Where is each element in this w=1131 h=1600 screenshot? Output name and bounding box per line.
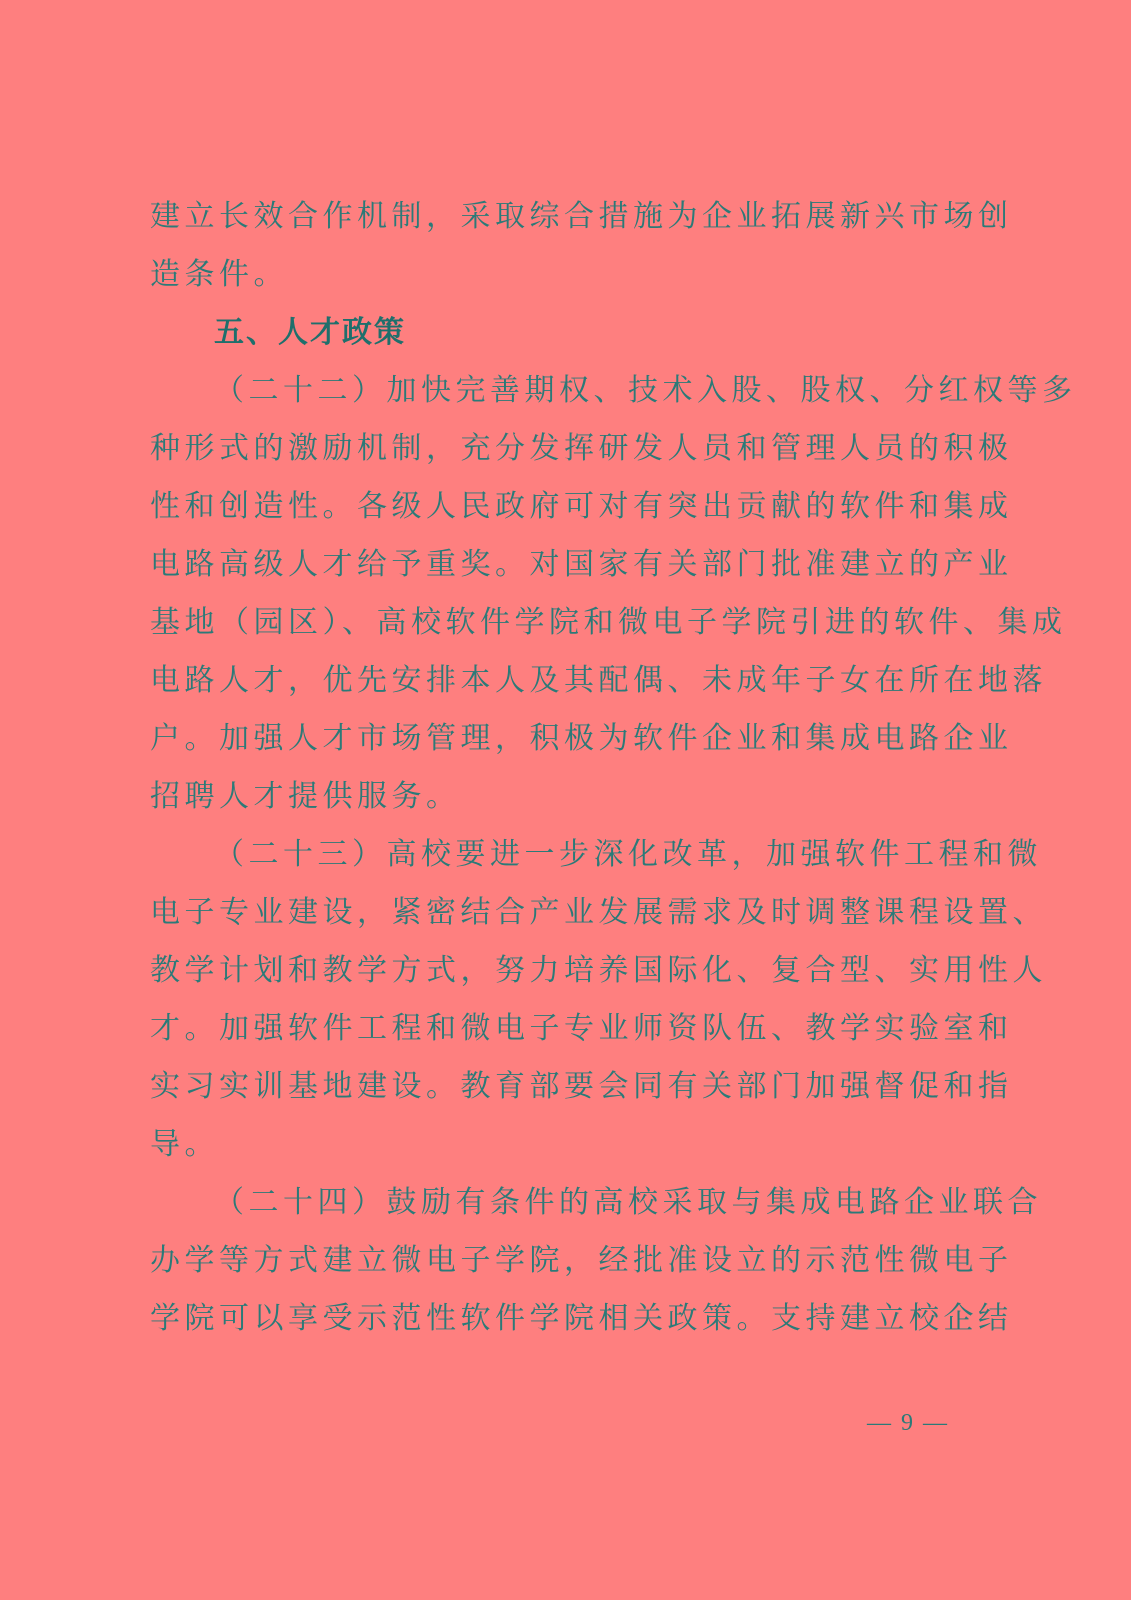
paragraph-line: （二十三）高校要进一步深化改革，加强软件工程和微 [214,837,1042,872]
paragraph-line: 导。 [150,1127,219,1162]
paragraph-line: 教学计划和教学方式，努力培养国际化、复合型、实用性人 [150,953,1047,988]
paragraph-line: 基地（园区）、高校软件学院和微电子学院引进的软件、集成 [150,605,1067,640]
paragraph-line: 招聘人才提供服务。 [150,779,461,814]
paragraph-line: 种形式的激励机制，充分发挥研发人员和管理人员的积极 [150,431,1013,466]
page-number: — 9 — [867,1410,949,1436]
paragraph-line: 性和创造性。各级人民政府可对有突出贡献的软件和集成 [150,489,1013,524]
paragraph-line: 才。加强软件工程和微电子专业师资队伍、教学实验室和 [150,1011,1013,1046]
paragraph-line: （二十四）鼓励有条件的高校采取与集成电路企业联合 [214,1185,1042,1220]
paragraph-line: 造条件。 [150,257,288,292]
paragraph-line: 实习实训基地建设。教育部要会同有关部门加强督促和指 [150,1069,1013,1104]
paragraph-line: 电路高级人才给予重奖。对国家有关部门批准建立的产业 [150,547,1013,582]
section-heading: 五、人才政策 [214,315,406,350]
paragraph-line: 办学等方式建立微电子学院，经批准设立的示范性微电子 [150,1243,1013,1278]
paragraph-line: 户。加强人才市场管理，积极为软件企业和集成电路企业 [150,721,1013,756]
document-body [150,188,1077,1348]
paragraph-line: 学院可以享受示范性软件学院相关政策。支持建立校企结 [150,1301,1013,1336]
paragraph-line: （二十二）加快完善期权、技术入股、股权、分红权等多 [214,373,1077,408]
paragraph-line: 电路人才，优先安排本人及其配偶、未成年子女在所在地落 [150,663,1047,698]
paragraph-line: 电子专业建设，紧密结合产业发展需求及时调整课程设置、 [150,895,1047,930]
paragraph-line: 建立长效合作机制，采取综合措施为企业拓展新兴市场创 [150,199,1013,234]
